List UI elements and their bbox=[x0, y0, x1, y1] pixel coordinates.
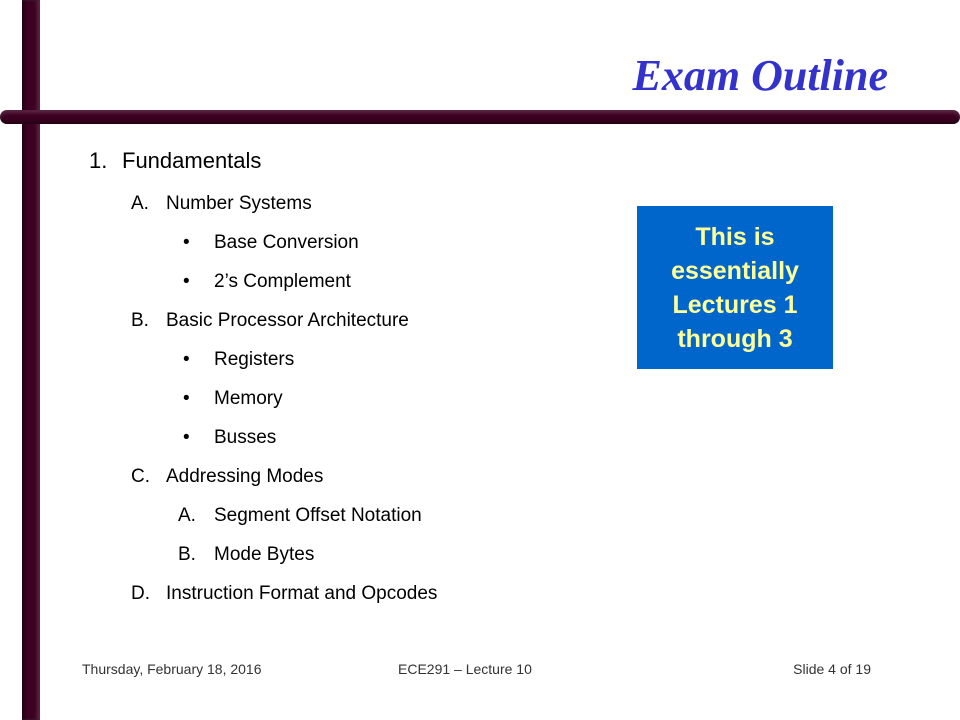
outline-marker: C. bbox=[131, 466, 150, 487]
outline-item-level-2 bbox=[0, 193, 600, 223]
outline-item-level-2 bbox=[0, 310, 600, 340]
outline-item-level-3 bbox=[0, 271, 600, 301]
outline-item-level-3 bbox=[0, 232, 600, 262]
outline-text: Segment Offset Notation bbox=[214, 505, 422, 526]
outline-marker: B. bbox=[131, 310, 149, 331]
outline-text: Memory bbox=[214, 388, 283, 409]
callout-line: This is bbox=[695, 222, 775, 251]
outline-item-level-4 bbox=[0, 505, 600, 535]
footer-course: ECE291 – Lecture 10 bbox=[398, 661, 532, 677]
outline-text: Fundamentals bbox=[122, 148, 262, 173]
outline-marker: D. bbox=[131, 583, 150, 604]
slide-title: Exam Outline bbox=[632, 51, 888, 100]
outline-item-level-3 bbox=[0, 388, 600, 418]
outline-text: Base Conversion bbox=[214, 232, 359, 253]
bullet-icon: • bbox=[183, 427, 190, 448]
outline-marker: 1. bbox=[89, 148, 108, 173]
outline-text: Addressing Modes bbox=[166, 466, 324, 487]
callout-box bbox=[637, 206, 833, 369]
outline-marker: B. bbox=[178, 544, 196, 565]
outline-text: Number Systems bbox=[166, 193, 312, 214]
callout-line: Lectures 1 bbox=[672, 290, 798, 319]
outline-item-level-1 bbox=[0, 148, 600, 178]
outline-text: Busses bbox=[214, 427, 277, 448]
footer-slide-number: Slide 4 of 19 bbox=[793, 661, 871, 677]
footer-date: Thursday, February 18, 2016 bbox=[82, 661, 262, 677]
outline-marker: A. bbox=[131, 193, 149, 214]
bullet-icon: • bbox=[183, 271, 190, 292]
outline-item-level-3 bbox=[0, 427, 600, 457]
outline-item-level-2 bbox=[0, 466, 600, 496]
outline-item-level-4 bbox=[0, 544, 600, 574]
outline-text: Registers bbox=[214, 349, 295, 370]
outline-text: Mode Bytes bbox=[214, 544, 315, 565]
bullet-icon: • bbox=[183, 232, 190, 253]
outline-marker: A. bbox=[178, 505, 196, 526]
callout-line: essentially bbox=[671, 256, 799, 285]
bullet-icon: • bbox=[183, 388, 190, 409]
outline-item-level-3 bbox=[0, 349, 600, 379]
outline-text: Instruction Format and Opcodes bbox=[166, 583, 438, 604]
outline-text: Basic Processor Architecture bbox=[166, 310, 409, 331]
callout-line: through 3 bbox=[677, 324, 793, 353]
outline-item-level-2 bbox=[0, 583, 600, 613]
bullet-icon: • bbox=[183, 349, 190, 370]
outline-text: 2’s Complement bbox=[214, 271, 351, 292]
